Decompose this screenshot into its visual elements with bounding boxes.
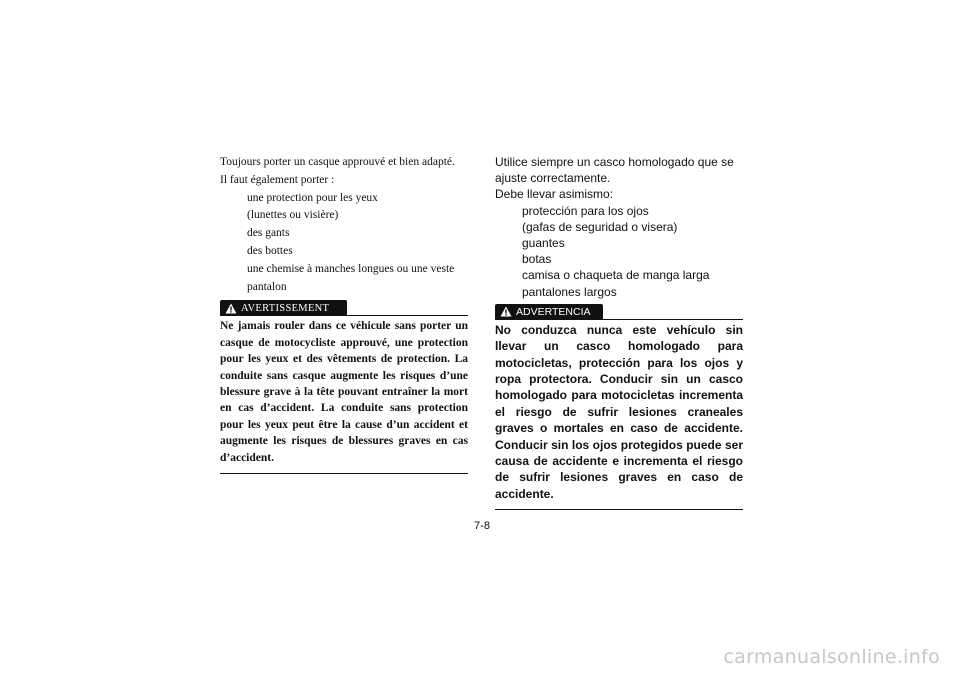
- list-item: une protection pour les yeux: [247, 191, 378, 204]
- warning-header: [220, 300, 468, 318]
- warning-text: No conduzca nunca este vehículo sin llevar un casco homologado para motocicletas, protección para los ojos y ropa protectora. Conducir sin un casco homologado para motocicletas incrementa el riesgo de sufrir lesiones craneales graves o mortales en caso de accidente. Conducir sin los ojos protegidos puede ser causa de accidente e incrementa el riesgo de sufrir lesiones graves en caso de accidente.: [495, 322, 743, 501]
- warning-badge: [220, 300, 347, 316]
- list-item: protección para los ojos: [522, 203, 649, 218]
- warning-triangle-icon: [500, 306, 512, 317]
- list-item: des bottes: [247, 244, 293, 257]
- french-column: [220, 154, 468, 474]
- list-item: pantalones largos: [522, 284, 617, 299]
- list-item: des gants: [247, 227, 290, 240]
- list-item: (gafas de seguridad o visera): [522, 219, 678, 234]
- also-wear-intro: Il faut également porter :: [220, 173, 335, 186]
- list-item: (lunettes ou visière): [247, 209, 339, 222]
- helmet-instruction: Utilice siempre un casco homologado que se ajuste correctamente.: [495, 155, 734, 186]
- page-number: 7-8: [474, 520, 490, 532]
- warning-label: AVERTISSEMENT: [241, 302, 330, 314]
- warning-label: ADVERTENCIA: [516, 305, 591, 318]
- warning-header: [495, 304, 743, 322]
- list-item: camisa o chaqueta de manga larga: [522, 268, 710, 283]
- warning-bottom-rule: [220, 473, 468, 474]
- warning-text: Ne jamais rouler dans ce véhicule sans porter un casque de motocycliste approuvé, une protection pour les yeux et des vêtements de protection. La conduite sans casque augmente les risques d’une blessure grave à la tête pouvant entraîner la mort en cas d’accident. La conduite sans protection pour les yeux peut être la cause d’un accident et augmente les risques de blessures graves en cas d’accident.: [220, 320, 468, 464]
- list-item: une chemise à manches longues ou une veste: [247, 262, 455, 275]
- list-item: pantalon: [247, 280, 287, 293]
- helmet-instruction: Toujours porter un casque approuvé et bien adapté.: [220, 156, 455, 168]
- warning-triangle-icon: [225, 303, 237, 314]
- spanish-column: [495, 154, 743, 510]
- list-item: botas: [522, 252, 552, 267]
- also-wear-intro: Debe llevar asimismo:: [495, 187, 614, 202]
- warning-badge: [495, 304, 603, 320]
- warning-bottom-rule: [495, 509, 743, 510]
- list-item: guantes: [522, 236, 565, 251]
- watermark: carmanualsonline.info: [723, 646, 940, 668]
